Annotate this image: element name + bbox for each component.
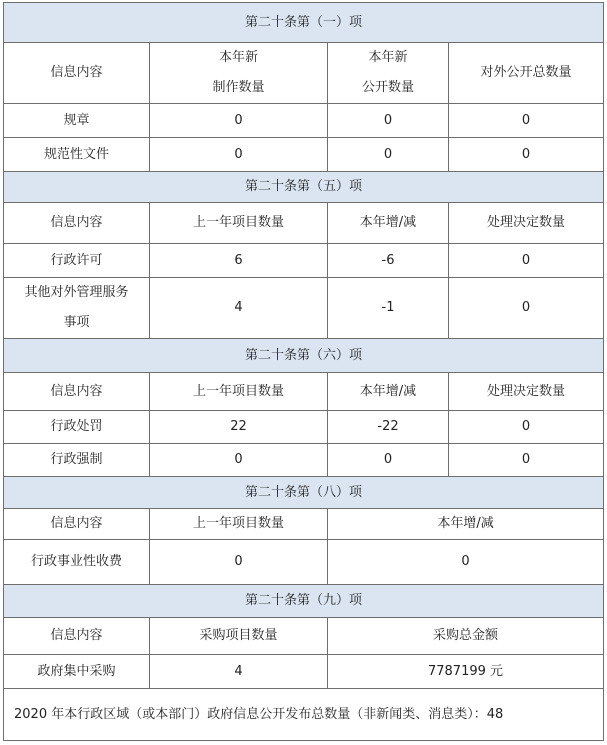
row-label: 规范性文件 <box>4 138 150 172</box>
table-cell: 0 <box>150 444 328 477</box>
table-row <box>4 278 604 339</box>
footer-row <box>4 689 604 741</box>
table-row <box>4 655 604 689</box>
table-cell: 0 <box>449 444 604 477</box>
total-count-text: 2020 年本行政区域（或本部门）政府信息公开发布总数量（非新闻类、消息类）：48 <box>4 689 604 741</box>
table-cell: 6 <box>150 244 328 278</box>
section-row <box>4 172 604 203</box>
header-line: 公开数量 <box>361 80 414 95</box>
header-row <box>4 43 604 104</box>
table-cell: 0 <box>328 138 449 172</box>
row-label: 行政处罚 <box>4 411 150 444</box>
header-cell: 上一年项目数量 <box>150 373 328 411</box>
header-row <box>4 618 604 655</box>
header-line: 本年新 <box>368 50 408 65</box>
table-row <box>4 411 604 444</box>
row-label: 行政事业性收费 <box>4 540 150 585</box>
header-cell: 信息内容 <box>4 509 150 540</box>
header-cell: 本年增/减 <box>328 373 449 411</box>
table-cell: 0 <box>150 104 328 138</box>
row-label: 行政许可 <box>4 244 150 278</box>
table-row <box>4 540 604 585</box>
row-label: 行政强制 <box>4 444 150 477</box>
table-cell: 0 <box>328 540 604 585</box>
table-cell: -22 <box>328 411 449 444</box>
table-row <box>4 244 604 278</box>
table-cell: 4 <box>150 655 328 689</box>
header-cell: 本年增/减 <box>328 509 604 540</box>
section-title: 第二十条第（八）项 <box>4 477 604 509</box>
section-row <box>4 477 604 509</box>
section-title: 第二十条第（九）项 <box>4 585 604 618</box>
row-label-line: 其他对外管理服务 <box>24 285 129 300</box>
section-row <box>4 339 604 373</box>
row-label: 规章 <box>4 104 150 138</box>
table-cell: 7787199 元 <box>328 655 604 689</box>
table-cell: 0 <box>449 278 604 339</box>
table-cell: 0 <box>449 138 604 172</box>
header-cell: 信息内容 <box>4 43 150 104</box>
section-title: 第二十条第（一）项 <box>4 3 604 43</box>
header-cell: 处理决定数量 <box>449 373 604 411</box>
table-cell: 0 <box>449 411 604 444</box>
section-row <box>4 585 604 618</box>
header-cell: 处理决定数量 <box>449 203 604 244</box>
section-title: 第二十条第（六）项 <box>4 339 604 373</box>
header-cell: 信息内容 <box>4 618 150 655</box>
header-cell: 上一年项目数量 <box>150 509 328 540</box>
header-row <box>4 509 604 540</box>
table-cell: 22 <box>150 411 328 444</box>
table-cell: 0 <box>449 104 604 138</box>
header-cell: 对外公开总数量 <box>449 43 604 104</box>
header-line: 本年新 <box>218 50 258 65</box>
disclosure-table <box>3 2 604 741</box>
header-cell: 信息内容 <box>4 373 150 411</box>
header-cell: 上一年项目数量 <box>150 203 328 244</box>
header-cell: 本年增/减 <box>328 203 449 244</box>
header-cell: 信息内容 <box>4 203 150 244</box>
table-cell: -1 <box>328 278 449 339</box>
header-cell: 采购项目数量 <box>150 618 328 655</box>
table-cell: 4 <box>150 278 328 339</box>
row-label: 政府集中采购 <box>4 655 150 689</box>
table-cell: 0 <box>150 138 328 172</box>
row-label-line: 事项 <box>63 315 90 330</box>
table-row <box>4 138 604 172</box>
table-cell: 0 <box>449 244 604 278</box>
header-row <box>4 373 604 411</box>
header-cell <box>328 43 449 104</box>
header-line: 制作数量 <box>212 80 265 95</box>
section-title: 第二十条第（五）项 <box>4 172 604 203</box>
table-row <box>4 104 604 138</box>
table-row <box>4 444 604 477</box>
header-row <box>4 203 604 244</box>
section-row <box>4 3 604 43</box>
table-cell: 0 <box>150 540 328 585</box>
header-cell: 采购总金额 <box>328 618 604 655</box>
header-cell <box>150 43 328 104</box>
row-label <box>4 278 150 339</box>
table-cell: -6 <box>328 244 449 278</box>
table-cell: 0 <box>328 104 449 138</box>
table-cell: 0 <box>328 444 449 477</box>
